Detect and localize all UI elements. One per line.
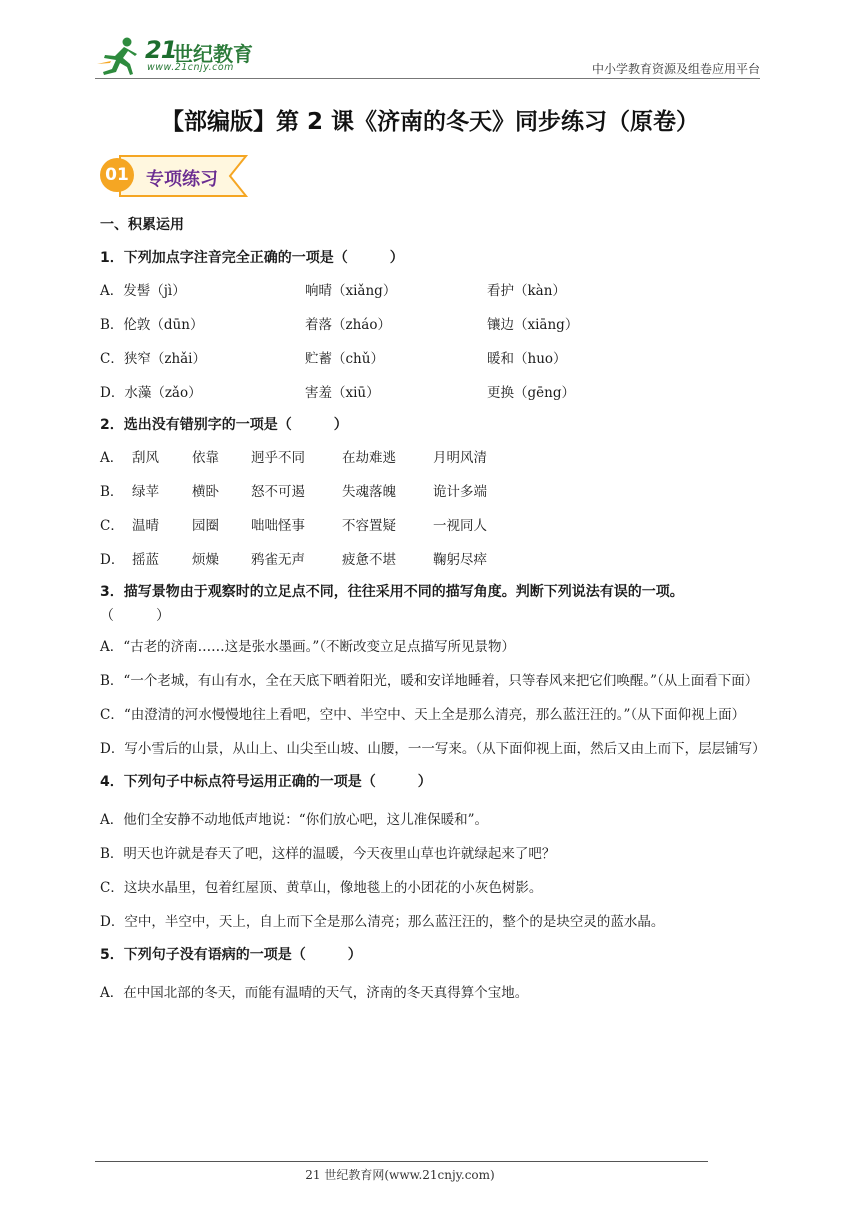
question-1-stem: 1．下列加点字注音完全正确的一项是（ ） [100, 250, 404, 266]
page-header [95, 30, 760, 80]
question-3-blank: （ ） [100, 608, 170, 624]
option-text: B．明天也许就是春天了吧，这样的温暖，今天夜里山草也许就绿起来了吧？ [100, 846, 556, 862]
option-word: 失魂落魄 [342, 484, 396, 500]
option-cell: 响晴（xiǎng） [305, 283, 397, 299]
option-letter: B． [100, 484, 124, 500]
option-word: 温晴 [132, 518, 159, 534]
page-footer: 21 世纪教育网(www.21cnjy.com) [305, 1168, 495, 1182]
option-cell: A．发髻（jì） [100, 283, 186, 299]
option-row [100, 313, 765, 347]
option-word: 在劫难逃 [342, 450, 396, 466]
option-cell: 贮蓄（chǔ） [305, 351, 384, 367]
option-word: 怒不可遏 [251, 484, 305, 500]
option-word: 依靠 [192, 450, 219, 466]
option-text: B．“一个老城，有山有水，全在天底下晒着阳光，暖和安详地睡着，只等春风来把它们唤醒。”（从上面看下面） [100, 673, 759, 689]
option-text: A．“古老的济南……这是张水墨画。”（不断改变立足点描写所见景物） [100, 639, 516, 655]
option-word: 烦燥 [192, 552, 219, 568]
option-word: 一视同人 [433, 518, 487, 534]
option-text: C．这块水晶里，包着红屋顶、黄草山，像地毯上的小团花的小灰色树影。 [100, 880, 543, 896]
option-word: 绿苹 [132, 484, 159, 500]
option-text: A．他们全安静不动地低声地说：“你们放心吧，这儿准保暖和”。 [100, 812, 489, 828]
option-word: 不容置疑 [342, 518, 396, 534]
option-cell: 更换（gēng） [487, 385, 575, 401]
option-cell: 暖和（huo） [487, 351, 567, 367]
option-text: D．空中，半空中，天上，自上而下全是那么清亮；那么蓝汪汪的，整个的是块空灵的蓝水晶。 [100, 914, 665, 930]
option-cell: 害羞（xiū） [305, 385, 380, 401]
runner-logo-icon [97, 36, 141, 76]
option-row [100, 279, 765, 313]
badge-label: 专项练习 [146, 169, 218, 190]
option-cell: B．伦敦（dūn） [100, 317, 204, 333]
question-3-stem: 3．描写景物由于观察时的立足点不同，往往采用不同的描写角度。判断下列说法有误的一项。 [100, 584, 684, 600]
option-cell: 镶边（xiāng） [487, 317, 579, 333]
option-row [100, 381, 765, 415]
option-text: D．写小雪后的山景，从山上、山尖至山坡、山腰，一一写来。（从下面仰视上面，然后又由上而下，层层铺写） [100, 741, 766, 757]
option-cell: C．狭窄（zhǎi） [100, 351, 207, 367]
logo [95, 30, 265, 78]
option-word: 横卧 [192, 484, 219, 500]
option-row [100, 548, 765, 582]
option-letter: A． [100, 450, 124, 466]
option-word: 月明风清 [433, 450, 487, 466]
option-word: 鸦雀无声 [251, 552, 305, 568]
option-word: 诡计多端 [433, 484, 487, 500]
logo-url: www.21cnjy.com [147, 62, 234, 73]
option-cell: 看护（kàn） [487, 283, 566, 299]
option-text: A．在中国北部的冬天，而能有温晴的天气，济南的冬天真得算个宝地。 [100, 985, 529, 1001]
option-letter: C． [100, 518, 124, 534]
question-4-stem: 4．下列句子中标点符号运用正确的一项是（ ） [100, 774, 432, 790]
option-word: 鞠躬尽瘁 [433, 552, 487, 568]
option-word: 刮风 [132, 450, 159, 466]
option-word: 迥乎不同 [251, 450, 305, 466]
logo-number: 21 [145, 36, 177, 64]
page-title: 【部编版】第 2 课《济南的冬天》同步练习（原卷） [160, 109, 700, 135]
option-row [100, 514, 765, 548]
option-row [100, 347, 765, 381]
badge-number: 01 [100, 158, 134, 192]
section-badge [100, 152, 260, 200]
option-letter: D． [100, 552, 125, 568]
option-row [100, 446, 765, 480]
option-text: C．“由澄清的河水慢慢地往上看吧，空中、半空中、天上全是那么清亮，那么蓝汪汪的。”（从下面仰视上面） [100, 707, 746, 723]
option-word: 咄咄怪事 [251, 518, 305, 534]
option-row [100, 480, 765, 514]
exercise-content [100, 214, 765, 1010]
footer-divider [95, 1161, 708, 1162]
question-5-stem: 5．下列句子没有语病的一项是（ ） [100, 947, 362, 963]
option-cell: 着落（zháo） [305, 317, 391, 333]
option-cell: D．水藻（zǎo） [100, 385, 202, 401]
question-2-stem: 2．选出没有错别字的一项是（ ） [100, 417, 348, 433]
option-word: 疲惫不堪 [342, 552, 396, 568]
option-word: 园圈 [192, 518, 219, 534]
header-divider [95, 78, 760, 79]
option-word: 摇蓝 [132, 552, 159, 568]
platform-name: 中小学教育资源及组卷应用平台 [591, 62, 760, 76]
logo-text: 世纪教育 [173, 42, 253, 66]
section-heading: 一、积累运用 [100, 217, 184, 233]
